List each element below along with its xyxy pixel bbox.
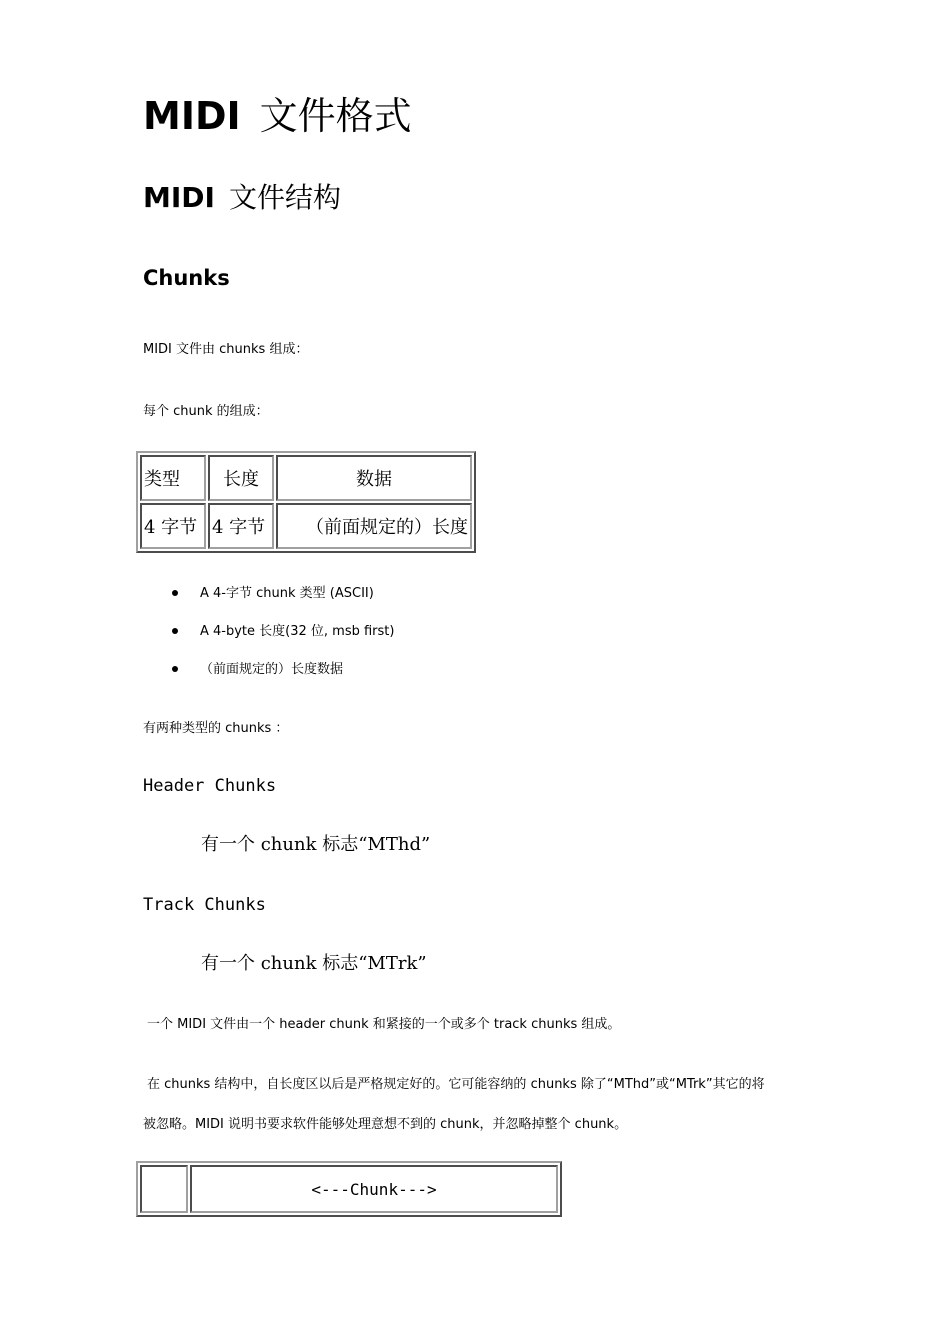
bullet-icon bbox=[172, 590, 178, 596]
table-row bbox=[140, 503, 472, 549]
page-title bbox=[143, 92, 412, 141]
paragraph-file-composition: 一个 MIDI 文件由一个 header chunk 和紧接的一个或多个 track chunks 组成。 bbox=[147, 1017, 621, 1032]
table-cell: 4 字节 bbox=[140, 503, 206, 549]
track-chunks-description: 有一个 chunk 标志“MTrk” bbox=[201, 953, 427, 974]
list-item-text: （前面规定的）长度数据 bbox=[200, 662, 344, 677]
list-item bbox=[172, 661, 394, 699]
track-chunks-label: Track Chunks bbox=[143, 895, 266, 915]
paragraph-unknown-chunks-line2: 被忽略。MIDI 说明书要求软件能够处理意想不到的 chunk，并忽略掉整个 chunk。 bbox=[143, 1117, 628, 1132]
section-heading bbox=[143, 180, 341, 217]
bullet-icon bbox=[172, 628, 178, 634]
chunk-fields-list bbox=[172, 585, 394, 699]
paragraph-chunk-composition: 每个 chunk 的组成： bbox=[143, 404, 269, 419]
list-item bbox=[172, 623, 394, 661]
table-row bbox=[140, 1165, 558, 1213]
table-header-cell: 类型 bbox=[140, 455, 206, 501]
title-chinese: 文件格式 bbox=[259, 94, 412, 138]
section-latin: MIDI bbox=[143, 181, 215, 214]
title-latin: MIDI bbox=[143, 94, 241, 138]
table-cell: <---Chunk---> bbox=[190, 1165, 558, 1213]
table-header-cell: 长度 bbox=[208, 455, 274, 501]
paragraph-chunk-types: 有两种类型的 chunks ： bbox=[143, 721, 289, 736]
table-header-row bbox=[140, 455, 472, 501]
subsection-heading: Chunks bbox=[143, 266, 230, 290]
chunk-structure-table bbox=[136, 451, 476, 553]
table-cell bbox=[140, 1165, 188, 1213]
list-item bbox=[172, 585, 394, 623]
table-header-cell: 数据 bbox=[276, 455, 472, 501]
chunk-diagram-table bbox=[136, 1161, 562, 1217]
bullet-icon bbox=[172, 666, 178, 672]
list-item-text: A 4-byte 长度(32 位, msb first) bbox=[200, 624, 395, 639]
list-item-text: A 4-字节 chunk 类型 (ASCII) bbox=[200, 586, 374, 601]
table-cell: 4 字节 bbox=[208, 503, 274, 549]
table-cell: （前面规定的）长度 bbox=[276, 503, 472, 549]
header-chunks-label: Header Chunks bbox=[143, 776, 277, 796]
header-chunks-description: 有一个 chunk 标志“MThd” bbox=[201, 834, 431, 855]
paragraph-chunks-intro: MIDI 文件由 chunks 组成： bbox=[143, 342, 309, 357]
paragraph-unknown-chunks-line1: 在 chunks 结构中，自长度区以后是严格规定好的。它可能容纳的 chunks 除了“MThd”或“MTrk”其它的将 bbox=[147, 1077, 765, 1092]
section-chinese: 文件结构 bbox=[228, 181, 341, 214]
